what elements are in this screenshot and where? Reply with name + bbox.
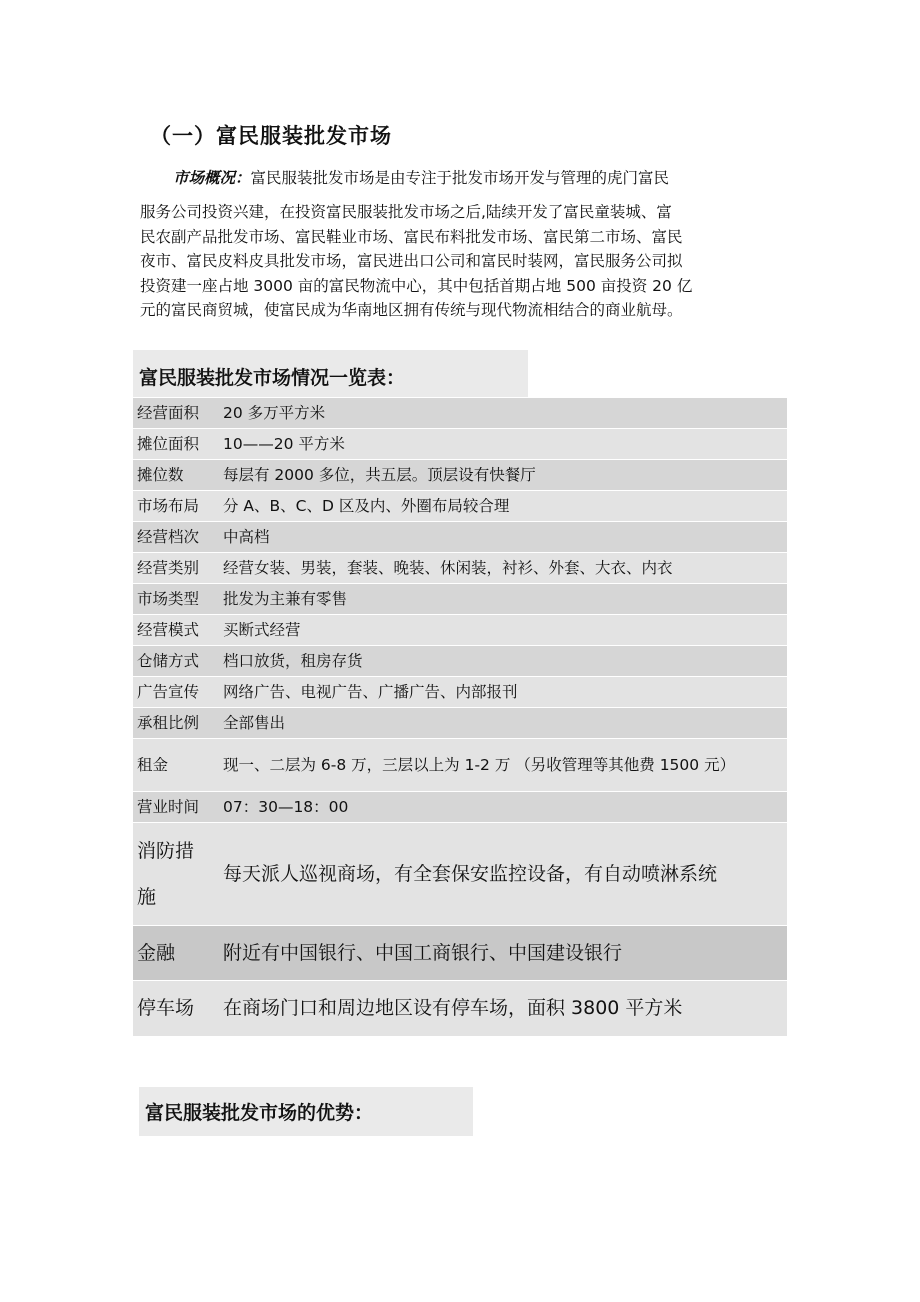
row-value: 中高档 <box>217 522 787 553</box>
table-row <box>133 398 787 429</box>
row-key: 营业时间 <box>133 792 217 823</box>
section-title: （一）富民服装批发市场 <box>150 123 392 148</box>
row-key: 摊位面积 <box>133 429 217 460</box>
row-key: 经营面积 <box>133 398 217 429</box>
row-value: 网络广告、电视广告、广播广告、内部报刊 <box>217 677 787 708</box>
row-value: 现一、二层为 6-8 万，三层以上为 1-2 万 （另收管理等其他费 1500 元） <box>217 739 787 792</box>
row-value: 在商场门口和周边地区设有停车场，面积 3800 平方米 <box>217 981 787 1036</box>
row-key: 经营档次 <box>133 522 217 553</box>
table-row <box>133 926 787 981</box>
row-key: 摊位数 <box>133 460 217 491</box>
row-value: 档口放货，租房存货 <box>217 646 787 677</box>
intro-paragraph <box>140 166 782 322</box>
intro-lead: 市场概况： <box>173 169 251 187</box>
row-key: 经营类别 <box>133 553 217 584</box>
intro-line: 夜市、富民皮料皮具批发市场，富民进出口公司和富民时装网，富民服务公司拟 <box>140 252 683 271</box>
row-value: 07：30—18：00 <box>217 792 787 823</box>
row-value: 分 A、B、C、D 区及内、外圈布局较合理 <box>217 491 787 522</box>
row-key: 仓储方式 <box>133 646 217 677</box>
intro-first-line <box>140 166 782 190</box>
row-key-line: 施 <box>137 886 157 908</box>
table-row <box>133 739 787 792</box>
row-value: 每层有 2000 多位，共五层。顶层设有快餐厅 <box>217 460 787 491</box>
row-key: 市场类型 <box>133 584 217 615</box>
advantages-title: 富民服装批发市场的优势： <box>139 1087 473 1136</box>
table-row <box>133 460 787 491</box>
table-row <box>133 553 787 584</box>
row-key: 停车场 <box>133 981 217 1036</box>
row-value: 每天派人巡视商场，有全套保安监控设备，有自动喷淋系统 <box>217 823 787 926</box>
table-row <box>133 522 787 553</box>
row-key: 承租比例 <box>133 708 217 739</box>
table-title: 富民服装批发市场情况一览表： <box>133 350 528 397</box>
table-row <box>133 677 787 708</box>
table-row <box>133 981 787 1036</box>
row-value: 经营女装、男装，套装、晚装、休闲装，衬衫、外套、大衣、内衣 <box>217 553 787 584</box>
row-key: 金融 <box>133 926 217 981</box>
row-value: 批发为主兼有零售 <box>217 584 787 615</box>
row-key <box>133 823 217 926</box>
row-value: 买断式经营 <box>217 615 787 646</box>
intro-line: 民农副产品批发市场、富民鞋业市场、富民布料批发市场、富民第二市场、富民 <box>140 227 683 246</box>
row-key: 广告宣传 <box>133 677 217 708</box>
intro-line-1: 富民服装批发市场是由专注于批发市场开发与管理的虎门富民 <box>250 169 670 187</box>
row-key-line: 消防措 <box>137 840 195 862</box>
row-key: 市场布局 <box>133 491 217 522</box>
row-key: 租金 <box>133 739 217 792</box>
row-key: 经营模式 <box>133 615 217 646</box>
intro-line: 元的富民商贸城，使富民成为华南地区拥有传统与现代物流相结合的商业航母。 <box>140 301 683 320</box>
table-row <box>133 708 787 739</box>
row-value: 附近有中国银行、中国工商银行、中国建设银行 <box>217 926 787 981</box>
table-row <box>133 823 787 926</box>
market-info-table <box>133 397 787 1036</box>
table-row <box>133 429 787 460</box>
row-value: 10——20 平方米 <box>217 429 787 460</box>
row-value: 20 多万平方米 <box>217 398 787 429</box>
intro-line: 投资建一座占地 3000 亩的富民物流中心，其中包括首期占地 500 亩投资 20 亿 <box>140 276 693 295</box>
table-row <box>133 491 787 522</box>
intro-line: 服务公司投资兴建，在投资富民服装批发市场之后,陆续开发了富民童装城、富 <box>140 203 672 222</box>
table-row <box>133 615 787 646</box>
row-value: 全部售出 <box>217 708 787 739</box>
table-row <box>133 584 787 615</box>
table-row <box>133 646 787 677</box>
table-row <box>133 792 787 823</box>
